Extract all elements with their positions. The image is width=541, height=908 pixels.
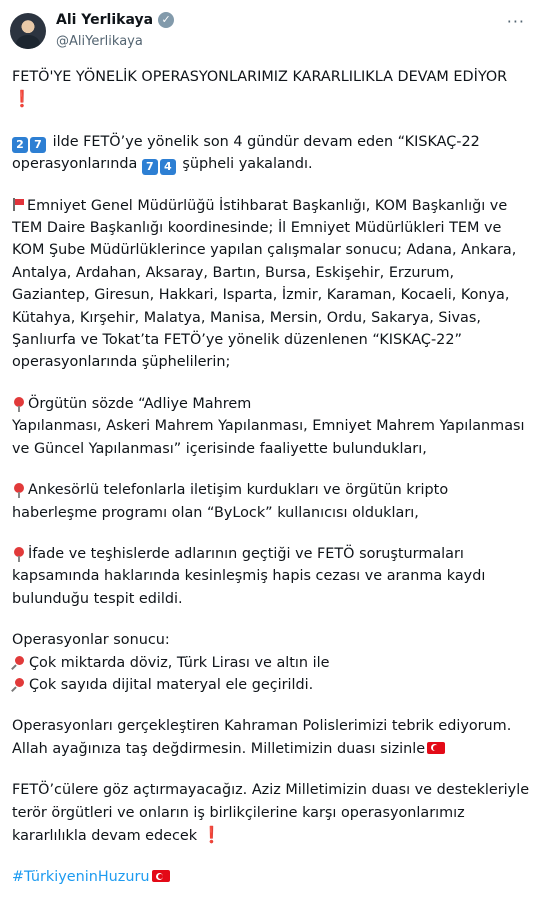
red-flag-icon bbox=[12, 198, 24, 211]
exclamation-icon: ❗ bbox=[12, 89, 32, 109]
author-name-row bbox=[56, 12, 174, 28]
keycap-digit-icon: 2 bbox=[12, 137, 28, 153]
turkey-flag-icon bbox=[152, 870, 170, 882]
verified-badge-icon[interactable]: ✓ bbox=[158, 12, 174, 28]
results-item-1: Çok miktarda döviz, Türk Lirası ve altın ile bbox=[29, 654, 330, 671]
details-text: Emniyet Genel Müdürlüğü İstihbarat Başkanlığı, KOM Başkanlığı ve TEM Daire Başkanlığı koordinesinde; İl Emniyet Müdürlükleri TEM ve KOM Şube Müdürlüklerince yapılan çalışmalar sonucu; Adana, Ankara, Antalya, Ardahan, Aksaray, Bartın, Bursa, Eskişehir, Erzurum, Gaziantep, Giresun, Hakkari, Isparta, İzmir, Karaman, Kocaeli, Konya, Kütahya, Kırşehir, Malatya, Manisa, Mersin, Ordu, Sakarya, Sivas, Şanlıurfa ve Tokat’ta FETÖ’ye yönelik düzenlenen “KISKAÇ-22” operasyonlarında şüphelilerin; bbox=[12, 197, 517, 371]
results-item-2: Çok sayıda dijital materyal ele geçirildi. bbox=[29, 676, 314, 693]
tweet-body bbox=[12, 66, 532, 908]
tweet-paragraph-structures bbox=[12, 393, 532, 460]
tweet-header bbox=[0, 0, 541, 60]
hashtag-link[interactable]: #TürkiyeninHuzuru bbox=[12, 869, 150, 886]
tweet-headline bbox=[12, 66, 532, 112]
keycap-digit-icon: 7 bbox=[142, 159, 158, 175]
keycap-digit-icon: 7 bbox=[30, 137, 46, 153]
tweet-paragraph-results bbox=[12, 629, 532, 696]
congrats-text: Operasyonları gerçekleştiren Kahraman Polislerimizi tebrik ediyorum. Allah ayağınıza taş değdirmesin. Milletimizin duası sizinle bbox=[12, 718, 512, 757]
bylock-text: Ankesörlü telefonlarla iletişim kurdukları ve örgütün kripto haberleşme programı olan “ByLock” kullanıcısı oldukları, bbox=[12, 482, 449, 521]
round-pushpin-icon bbox=[14, 547, 24, 557]
more-options-icon[interactable]: ··· bbox=[506, 12, 525, 31]
structures-text: Örgütün sözde “Adliye Mahrem Yapılanması, Askeri Mahrem Yapılanması, Emniyet Mahrem Yapılanması ve Güncel Yapılanması” içerisinde faaliyette bulundukları, bbox=[12, 395, 525, 457]
round-pushpin-icon bbox=[14, 397, 24, 407]
tweet-paragraph-bylock bbox=[12, 479, 532, 524]
tweet-paragraph-closing bbox=[12, 779, 532, 847]
headline-text: FETÖ'YE YÖNELİK OPERASYONLARIMIZ KARARLILIKLA DEVAM EDİYOR bbox=[12, 69, 508, 85]
tweet-paragraph-summary bbox=[12, 131, 532, 176]
round-pushpin-icon bbox=[14, 483, 24, 493]
keycap-digit-icon: 4 bbox=[160, 159, 176, 175]
exclamation-icon: ❗ bbox=[201, 824, 222, 844]
summary-text-2: şüpheli yakalandı. bbox=[177, 156, 313, 173]
sentences-text: İfade ve teşhislerde adlarının geçtiği ve FETÖ soruşturmaları kapsamında haklarında kesinleşmiş hapis cezası ve aranma kaydı bulunduğu tespit edildi. bbox=[12, 545, 486, 607]
tweet-paragraph-congrats bbox=[12, 715, 532, 760]
tweet-hashtag-line bbox=[12, 866, 532, 888]
author-display-name[interactable]: Ali Yerlikaya bbox=[56, 12, 154, 28]
author-handle[interactable]: @AliYerlikaya bbox=[56, 34, 143, 49]
turkey-flag-icon bbox=[427, 742, 445, 754]
tweet-paragraph-sentences bbox=[12, 543, 532, 610]
avatar[interactable] bbox=[10, 13, 46, 49]
tweet-paragraph-details bbox=[12, 195, 532, 374]
pushpin-icon bbox=[12, 677, 26, 691]
pushpin-icon bbox=[12, 655, 26, 669]
results-title: Operasyonlar sonucu: bbox=[12, 632, 170, 649]
summary-text-1: ilde FETÖ’ye yönelik son 4 gündür devam eden “KISKAÇ-22 operasyonlarında bbox=[12, 133, 480, 173]
closing-text: FETÖ’cülere göz açtırmayacağız. Aziz Milletimizin duası ve destekleriyle terör örgütleri ve onların iş birlikçilerine karşı operasyonlarımız kararlılıkla devam edecek bbox=[12, 782, 530, 844]
